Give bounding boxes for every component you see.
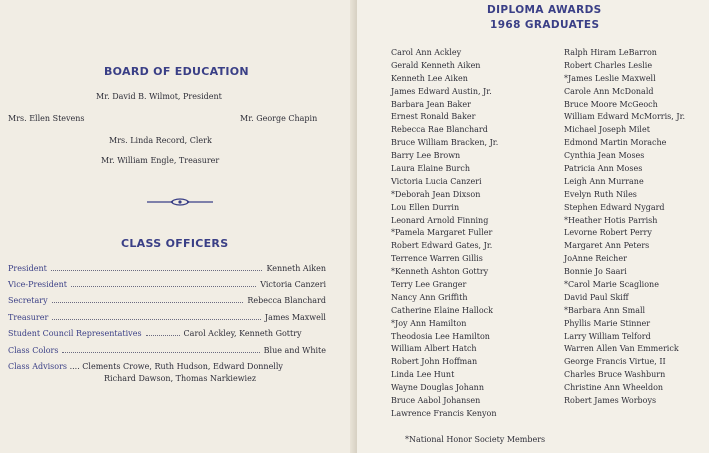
diploma-title: DIPLOMA AWARDS: [487, 4, 602, 16]
officer-row-class-advisors: Class Advisors .... Clements Crowe, Ruth Hudson, Edward Donnelly: [8, 362, 283, 371]
advisors-line-1: Clements Crowe, Ruth Hudson, Edward Donnelly: [82, 362, 283, 371]
honor-society-footnote: *National Honor Society Members: [405, 435, 546, 444]
graduate-name: Leonard Arnold Finning: [391, 215, 489, 225]
officer-label: President: [8, 264, 47, 273]
officer-label: Class Advisors: [8, 362, 68, 371]
graduate-name: Terry Lee Granger: [391, 280, 467, 290]
officer-row-student-council: [8, 329, 326, 341]
officer-label: Treasurer: [8, 313, 49, 322]
graduate-name: Robert Charles Leslie: [564, 60, 653, 70]
graduate-name: Ernest Ronald Baker: [391, 112, 476, 122]
ornament-divider: [147, 198, 213, 206]
board-heading: BOARD OF EDUCATION: [104, 65, 249, 78]
graduate-name: Kenneth Lee Aiken: [391, 73, 468, 83]
graduate-name: Michael Joseph Milet: [564, 125, 650, 135]
graduate-name: Carole Ann McDonald: [564, 86, 654, 96]
board-treasurer: Mr. William Engle, Treasurer: [101, 156, 220, 165]
diploma-subtitle: 1968 GRADUATES: [490, 19, 600, 31]
graduate-name: Wayne Douglas Johann: [391, 383, 484, 393]
graduate-name: *Pamela Margaret Fuller: [391, 228, 493, 238]
graduate-name: *Carol Marie Scaglione: [564, 280, 659, 290]
board-president: Mr. David B. Wilmot, President: [96, 92, 222, 101]
graduate-name: Terrence Warren Gillis: [391, 254, 483, 264]
officer-value: Kenneth Aiken: [266, 264, 326, 273]
graduate-name: Linda Lee Hunt: [391, 370, 455, 380]
right-page: [356, 0, 709, 453]
graduate-name: Cynthia Jean Moses: [564, 151, 645, 161]
graduate-name: Robert John Hoffman: [391, 357, 478, 367]
graduate-name: William Albert Hatch: [391, 344, 477, 354]
graduate-name: Robert James Worboys: [564, 396, 657, 406]
officer-row-class-colors: [8, 346, 326, 358]
graduate-name: Bruce Moore McGeoch: [564, 99, 658, 109]
graduate-name: William Edward McMorris, Jr.: [564, 112, 686, 122]
graduate-name: Margaret Ann Peters: [564, 241, 650, 251]
graduate-name: Ralph Hiram LeBarron: [564, 48, 657, 57]
graduate-name: Leigh Ann Murrane: [564, 176, 644, 186]
graduate-name: Nancy Ann Griffith: [391, 292, 468, 302]
graduate-name: George Francis Virtue, II: [564, 357, 666, 367]
graduate-name: *Barbara Ann Small: [564, 305, 646, 315]
graduate-name: Levorne Robert Perry: [564, 228, 652, 238]
advisors-line-2: Richard Dawson, Thomas Narkiewiez: [104, 374, 257, 383]
officer-row-secretary: [8, 296, 326, 308]
graduate-name: Edmond Martin Morache: [564, 138, 667, 148]
graduate-name: *Heather Hotis Parrish: [564, 215, 658, 225]
graduate-name: Evelyn Ruth Niles: [564, 189, 637, 199]
graduate-name: Carol Ann Ackley: [391, 48, 462, 57]
graduate-name: Barbara Jean Baker: [391, 99, 471, 109]
graduate-name: Phyllis Marie Stinner: [564, 318, 651, 328]
graduate-name: *James Leslie Maxwell: [564, 73, 656, 83]
graduate-name: Christine Ann Wheeldon: [564, 383, 664, 393]
officer-label: Class Colors: [8, 346, 59, 355]
graduate-name: Barry Lee Brown: [391, 151, 461, 161]
officer-value: Carol Ackley, Kenneth Gottry: [183, 329, 302, 338]
graduate-name: Bruce Aabol Johansen: [391, 396, 481, 406]
officer-row-treasurer: [8, 313, 326, 325]
graduate-name: Catherine Elaine Hallock: [391, 305, 493, 315]
graduate-name: Warren Allen Van Emmerick: [564, 344, 679, 354]
graduate-name: *Joy Ann Hamilton: [391, 318, 467, 328]
officer-label: Secretary: [8, 296, 48, 305]
graduates-column-2: [564, 47, 685, 408]
board-member-right: Mr. George Chapin: [240, 114, 318, 123]
officer-value: Blue and White: [263, 346, 326, 355]
graduate-name: James Edward Austin, Jr.: [391, 86, 492, 96]
graduate-name: Charles Bruce Washburn: [564, 370, 666, 380]
graduate-name: Laura Elaine Burch: [391, 164, 471, 174]
graduate-name: *Kenneth Ashton Gottry: [391, 267, 489, 277]
graduate-name: Patricia Ann Moses: [564, 164, 643, 174]
graduate-name: David Paul Skiff: [564, 292, 629, 302]
board-member-left: Mrs. Ellen Stevens: [8, 114, 85, 123]
graduate-name: JoAnne Reicher: [564, 254, 627, 264]
graduate-name: Bonnie Jo Saari: [564, 267, 627, 277]
graduate-name: Gerald Kenneth Aiken: [391, 60, 481, 70]
graduate-name: Robert Edward Gates, Jr.: [391, 241, 493, 251]
officer-value: Rebecca Blanchard: [247, 296, 326, 305]
officer-row-president: [8, 264, 326, 276]
graduate-name: Larry William Telford: [564, 331, 651, 341]
graduate-name: Lawrence Francis Kenyon: [391, 408, 497, 418]
graduate-name: Bruce William Bracken, Jr.: [391, 138, 499, 148]
graduates-column-1: [391, 47, 498, 421]
graduate-name: Rebecca Rae Blanchard: [391, 125, 488, 135]
board-clerk: Mrs. Linda Record, Clerk: [109, 136, 212, 145]
officer-row-vice-president: [8, 280, 326, 292]
officers-heading: CLASS OFFICERS: [121, 237, 229, 250]
officer-value: James Maxwell: [264, 313, 326, 322]
graduate-name: *Deborah Jean Dixson: [391, 189, 481, 199]
graduate-name: Theodosia Lee Hamilton: [391, 331, 490, 341]
officer-label: Student Council Representatives: [8, 329, 142, 338]
officer-label: Vice-President: [8, 280, 67, 289]
graduate-name: Stephen Edward Nygard: [564, 202, 665, 212]
officer-value: Victoria Canzeri: [260, 280, 326, 289]
graduate-name: Lou Ellen Durrin: [391, 202, 460, 212]
graduate-name: Victoria Lucia Canzeri: [391, 176, 482, 186]
